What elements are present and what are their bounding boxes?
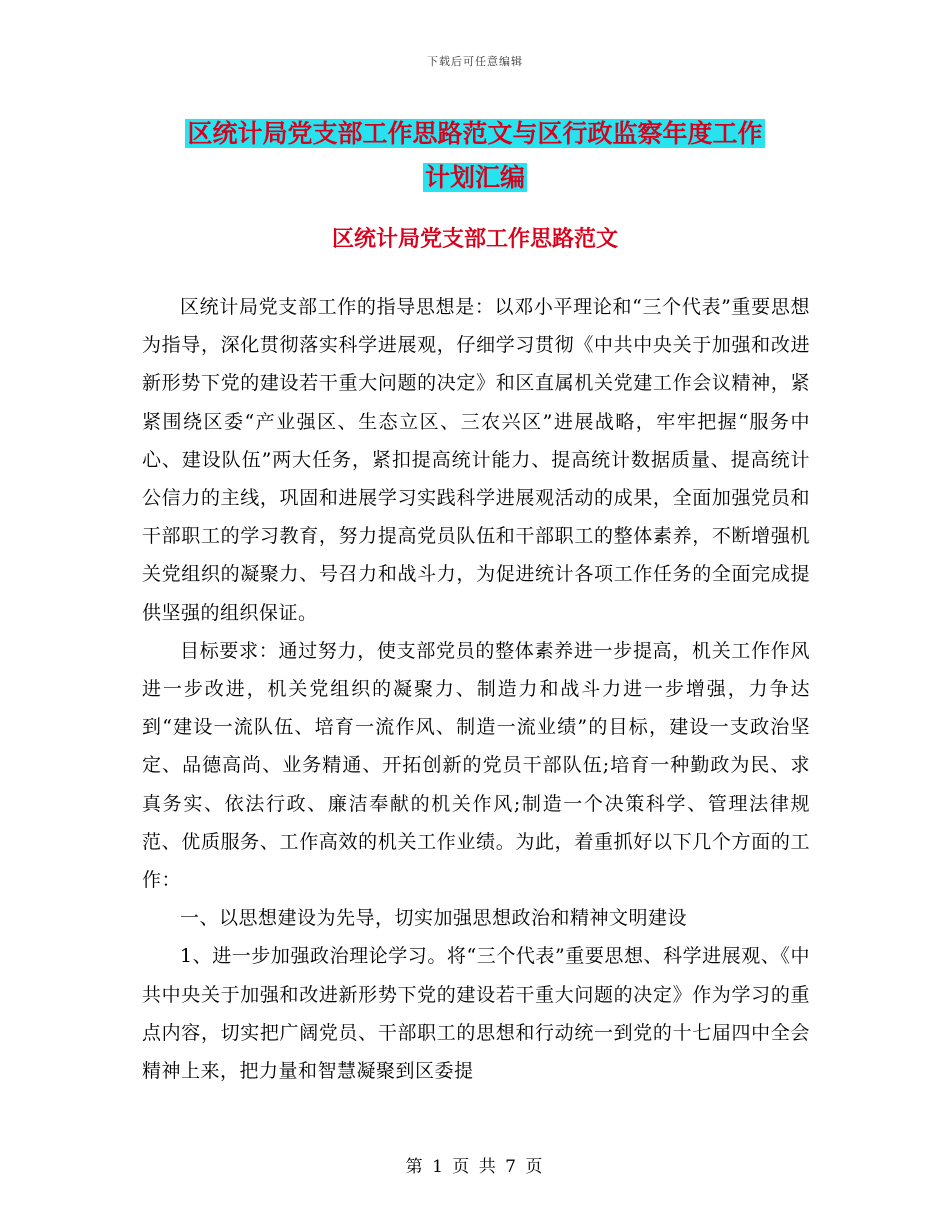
paragraph-goals: 目标要求：通过努力，使支部党员的整体素养进一步提高，机关工作作风进一步改进，机关党组织的凝聚力、制造力和战斗力进一步增强，力争达到“建设一流队伍、培育一流作风、制造一流业绩”的目标，建设一支政治坚定、品德高尚、业务精通、开拓创新的党员干部队伍;培育一种勤政为民、求真务实、依法行政、廉洁奉献的机关作风;制造一个决策科学、管理法律规范、优质服务、工作高效的机关工作业绩。为此，着重抓好以下几个方面的工作： — [142, 639, 810, 892]
title-line-1 — [140, 112, 810, 156]
paragraph-guiding-thought: 区统计局党支部工作的指导思想是：以邓小平理论和“三个代表”重要思想为指导，深化贯彻落实科学进展观，仔细学习贯彻《中共中央关于加强和改进新形势下党的建设若干重大问题的决定》和区直属机关党建工作会议精神，紧紧围绕区委“产业强区、生态立区、三农兴区”进展战略，牢牢把握“服务中心、建设队伍”两大任务，紧扣提高统计能力、提高统计数据质量、提高统计公信力的主线，巩固和进展学习实践科学进展观活动的成果，全面加强党员和干部职工的学习教育，努力提高党员队伍和干部职工的整体素养，不断增强机关党组织的凝聚力、号召力和战斗力，为促进统计各项工作任务的全面完成提供坚强的组织保证。 — [142, 296, 810, 624]
paragraph-heading-one: 一、以思想建设为先导，切实加强思想政治和精神文明建设 — [180, 907, 688, 930]
title-line-1-text: 区统计局党支部工作思路范文与区行政监察年度工作 — [187, 119, 763, 148]
title-line-2 — [140, 156, 810, 200]
page-number: 第 1 页 共 7 页 — [405, 1157, 545, 1177]
title-line-2-text: 计划汇编 — [424, 163, 525, 192]
document-title — [140, 112, 810, 200]
header-note: 下载后可任意编辑 — [427, 55, 523, 68]
document-body — [142, 288, 810, 1090]
section-title: 区统计局党支部工作思路范文 — [331, 226, 618, 252]
paragraph-item-one: 1、进一步加强政治理论学习。将“三个代表”重要思想、科学进展观、《中共中央关于加强和改进新形势下党的建设若干重大问题的决定》作为学习的重点内容，切实把广阔党员、干部职工的思想和行动统一到党的十七届四中全会精神上来，把力量和智慧凝聚到区委提 — [142, 945, 810, 1083]
